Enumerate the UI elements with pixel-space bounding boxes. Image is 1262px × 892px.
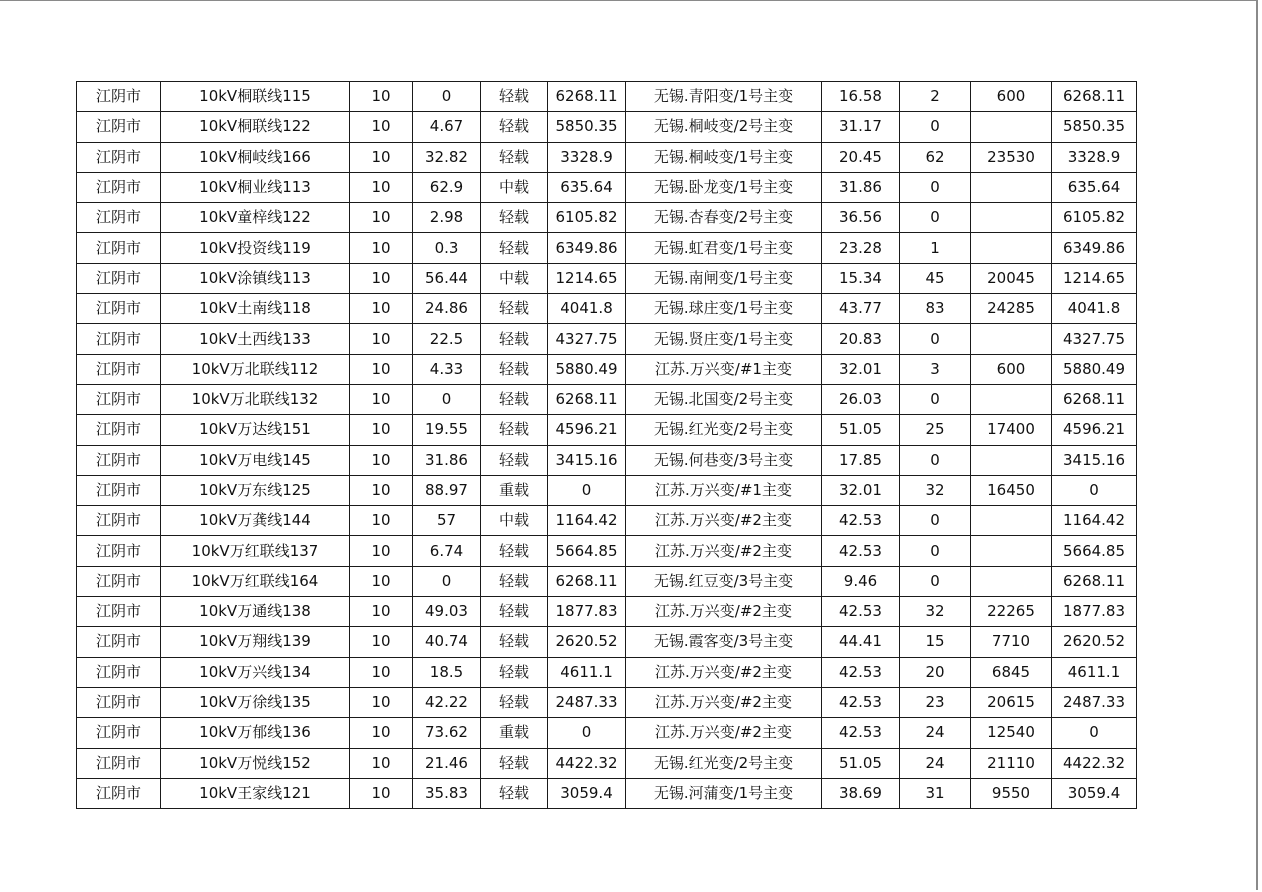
transformer-load-cell: 42.53 (822, 536, 900, 566)
capacity-cell: 6268.11 (548, 566, 626, 596)
capacity-cell: 3328.9 (548, 142, 626, 172)
load-status-cell: 轻载 (481, 778, 548, 808)
city-cell: 江阴市 (77, 142, 161, 172)
voltage-cell: 10 (350, 354, 413, 384)
load-status-cell: 中载 (481, 263, 548, 293)
transformer-cell: 无锡.南闸变/1号主变 (626, 263, 822, 293)
city-cell: 江阴市 (77, 112, 161, 142)
city-cell: 江阴市 (77, 597, 161, 627)
transformer-cell: 无锡.桐岐变/2号主变 (626, 112, 822, 142)
transformer-cell: 江苏.万兴变/#1主变 (626, 475, 822, 505)
table-row (77, 233, 1137, 263)
voltage-cell: 10 (350, 475, 413, 505)
user-capacity-cell (971, 506, 1052, 536)
user-capacity-cell: 12540 (971, 718, 1052, 748)
city-cell: 江阴市 (77, 536, 161, 566)
table-row (77, 687, 1137, 717)
line-name-cell: 10kV万红联线137 (161, 536, 350, 566)
line-name-cell: 10kV桐联线115 (161, 82, 350, 112)
transformer-cell: 无锡.红光变/2号主变 (626, 748, 822, 778)
user-capacity-cell: 9550 (971, 778, 1052, 808)
table-row (77, 718, 1137, 748)
line-name-cell: 10kV投资线119 (161, 233, 350, 263)
transformer-load-cell: 17.85 (822, 445, 900, 475)
capacity-cell: 3415.16 (548, 445, 626, 475)
voltage-cell: 10 (350, 415, 413, 445)
city-cell: 江阴市 (77, 566, 161, 596)
margin-cell: 1877.83 (1052, 597, 1137, 627)
margin-cell: 4041.8 (1052, 294, 1137, 324)
load-rate-cell: 73.62 (413, 718, 481, 748)
transformer-load-cell: 38.69 (822, 778, 900, 808)
load-status-cell: 轻载 (481, 597, 548, 627)
capacity-cell: 5664.85 (548, 536, 626, 566)
transformer-load-cell: 42.53 (822, 597, 900, 627)
count-cell: 32 (900, 475, 971, 505)
capacity-cell: 6268.11 (548, 82, 626, 112)
voltage-cell: 10 (350, 506, 413, 536)
line-name-cell: 10kV万电线145 (161, 445, 350, 475)
table-row (77, 263, 1137, 293)
load-rate-cell: 32.82 (413, 142, 481, 172)
load-status-cell: 轻载 (481, 566, 548, 596)
count-cell: 83 (900, 294, 971, 324)
table-row (77, 445, 1137, 475)
city-cell: 江阴市 (77, 627, 161, 657)
load-status-cell: 轻载 (481, 657, 548, 687)
city-cell: 江阴市 (77, 718, 161, 748)
city-cell: 江阴市 (77, 506, 161, 536)
transformer-cell: 无锡.贤庄变/1号主变 (626, 324, 822, 354)
feeder-load-table (76, 81, 1137, 809)
city-cell: 江阴市 (77, 233, 161, 263)
load-rate-cell: 40.74 (413, 627, 481, 657)
voltage-cell: 10 (350, 445, 413, 475)
margin-cell: 4327.75 (1052, 324, 1137, 354)
load-rate-cell: 0.3 (413, 233, 481, 263)
voltage-cell: 10 (350, 112, 413, 142)
table-row (77, 294, 1137, 324)
table-row (77, 172, 1137, 202)
load-rate-cell: 6.74 (413, 536, 481, 566)
count-cell: 32 (900, 597, 971, 627)
margin-cell: 5850.35 (1052, 112, 1137, 142)
load-status-cell: 轻载 (481, 748, 548, 778)
load-rate-cell: 22.5 (413, 324, 481, 354)
count-cell: 0 (900, 172, 971, 202)
load-rate-cell: 0 (413, 384, 481, 414)
user-capacity-cell: 16450 (971, 475, 1052, 505)
transformer-cell: 无锡.霞客变/3号主变 (626, 627, 822, 657)
count-cell: 15 (900, 627, 971, 657)
transformer-load-cell: 20.83 (822, 324, 900, 354)
user-capacity-cell: 21110 (971, 748, 1052, 778)
transformer-load-cell: 9.46 (822, 566, 900, 596)
margin-cell: 4596.21 (1052, 415, 1137, 445)
margin-cell: 6349.86 (1052, 233, 1137, 263)
margin-cell: 3415.16 (1052, 445, 1137, 475)
capacity-cell: 4327.75 (548, 324, 626, 354)
margin-cell: 4611.1 (1052, 657, 1137, 687)
margin-cell: 1164.42 (1052, 506, 1137, 536)
load-rate-cell: 18.5 (413, 657, 481, 687)
voltage-cell: 10 (350, 566, 413, 596)
load-status-cell: 轻载 (481, 415, 548, 445)
load-status-cell: 轻载 (481, 82, 548, 112)
line-name-cell: 10kV桐联线122 (161, 112, 350, 142)
voltage-cell: 10 (350, 203, 413, 233)
load-status-cell: 轻载 (481, 384, 548, 414)
capacity-cell: 6105.82 (548, 203, 626, 233)
count-cell: 31 (900, 778, 971, 808)
city-cell: 江阴市 (77, 657, 161, 687)
margin-cell: 2487.33 (1052, 687, 1137, 717)
table-row (77, 112, 1137, 142)
load-rate-cell: 57 (413, 506, 481, 536)
line-name-cell: 10kV土西线133 (161, 324, 350, 354)
user-capacity-cell: 20615 (971, 687, 1052, 717)
load-rate-cell: 56.44 (413, 263, 481, 293)
load-status-cell: 重载 (481, 718, 548, 748)
load-status-cell: 轻载 (481, 627, 548, 657)
load-status-cell: 轻载 (481, 354, 548, 384)
margin-cell: 635.64 (1052, 172, 1137, 202)
table-row (77, 324, 1137, 354)
user-capacity-cell: 23530 (971, 142, 1052, 172)
line-name-cell: 10kV王家线121 (161, 778, 350, 808)
city-cell: 江阴市 (77, 778, 161, 808)
margin-cell: 2620.52 (1052, 627, 1137, 657)
table-row (77, 506, 1137, 536)
line-name-cell: 10kV万通线138 (161, 597, 350, 627)
table-row (77, 82, 1137, 112)
transformer-load-cell: 32.01 (822, 354, 900, 384)
transformer-load-cell: 51.05 (822, 748, 900, 778)
margin-cell: 6268.11 (1052, 82, 1137, 112)
city-cell: 江阴市 (77, 445, 161, 475)
count-cell: 24 (900, 748, 971, 778)
load-status-cell: 轻载 (481, 687, 548, 717)
count-cell: 24 (900, 718, 971, 748)
user-capacity-cell (971, 536, 1052, 566)
load-status-cell: 轻载 (481, 142, 548, 172)
margin-cell: 4422.32 (1052, 748, 1137, 778)
capacity-cell: 0 (548, 475, 626, 505)
capacity-cell: 4596.21 (548, 415, 626, 445)
city-cell: 江阴市 (77, 415, 161, 445)
count-cell: 2 (900, 82, 971, 112)
capacity-cell: 4611.1 (548, 657, 626, 687)
margin-cell: 5880.49 (1052, 354, 1137, 384)
line-name-cell: 10kV桐岐线166 (161, 142, 350, 172)
load-status-cell: 轻载 (481, 233, 548, 263)
line-name-cell: 10kV万悦线152 (161, 748, 350, 778)
transformer-cell: 江苏.万兴变/#2主变 (626, 657, 822, 687)
transformer-cell: 江苏.万兴变/#2主变 (626, 687, 822, 717)
table-row (77, 748, 1137, 778)
user-capacity-cell (971, 172, 1052, 202)
transformer-load-cell: 31.17 (822, 112, 900, 142)
table-row (77, 415, 1137, 445)
margin-cell: 3328.9 (1052, 142, 1137, 172)
transformer-cell: 无锡.卧龙变/1号主变 (626, 172, 822, 202)
line-name-cell: 10kV万东线125 (161, 475, 350, 505)
load-rate-cell: 0 (413, 82, 481, 112)
transformer-load-cell: 16.58 (822, 82, 900, 112)
city-cell: 江阴市 (77, 748, 161, 778)
load-rate-cell: 2.98 (413, 203, 481, 233)
count-cell: 1 (900, 233, 971, 263)
count-cell: 0 (900, 203, 971, 233)
transformer-load-cell: 26.03 (822, 384, 900, 414)
count-cell: 0 (900, 445, 971, 475)
transformer-load-cell: 42.53 (822, 687, 900, 717)
margin-cell: 6268.11 (1052, 566, 1137, 596)
capacity-cell: 635.64 (548, 172, 626, 202)
user-capacity-cell (971, 203, 1052, 233)
transformer-load-cell: 42.53 (822, 718, 900, 748)
transformer-cell: 无锡.球庄变/1号主变 (626, 294, 822, 324)
voltage-cell: 10 (350, 718, 413, 748)
load-status-cell: 中载 (481, 506, 548, 536)
voltage-cell: 10 (350, 657, 413, 687)
line-name-cell: 10kV涂镇线113 (161, 263, 350, 293)
voltage-cell: 10 (350, 778, 413, 808)
load-status-cell: 轻载 (481, 536, 548, 566)
transformer-load-cell: 43.77 (822, 294, 900, 324)
line-name-cell: 10kV童梓线122 (161, 203, 350, 233)
user-capacity-cell: 24285 (971, 294, 1052, 324)
transformer-load-cell: 31.86 (822, 172, 900, 202)
capacity-cell: 1214.65 (548, 263, 626, 293)
load-status-cell: 轻载 (481, 445, 548, 475)
transformer-cell: 江苏.万兴变/#2主变 (626, 718, 822, 748)
load-rate-cell: 21.46 (413, 748, 481, 778)
line-name-cell: 10kV土南线118 (161, 294, 350, 324)
table-row (77, 384, 1137, 414)
transformer-cell: 江苏.万兴变/#2主变 (626, 506, 822, 536)
transformer-cell: 江苏.万兴变/#2主变 (626, 597, 822, 627)
user-capacity-cell: 17400 (971, 415, 1052, 445)
user-capacity-cell (971, 445, 1052, 475)
table-row (77, 657, 1137, 687)
line-name-cell: 10kV万翔线139 (161, 627, 350, 657)
city-cell: 江阴市 (77, 203, 161, 233)
user-capacity-cell: 22265 (971, 597, 1052, 627)
voltage-cell: 10 (350, 627, 413, 657)
load-rate-cell: 62.9 (413, 172, 481, 202)
line-name-cell: 10kV万红联线164 (161, 566, 350, 596)
load-rate-cell: 4.33 (413, 354, 481, 384)
count-cell: 25 (900, 415, 971, 445)
table-row (77, 778, 1137, 808)
load-rate-cell: 4.67 (413, 112, 481, 142)
voltage-cell: 10 (350, 82, 413, 112)
city-cell: 江阴市 (77, 294, 161, 324)
capacity-cell: 4422.32 (548, 748, 626, 778)
load-status-cell: 中载 (481, 172, 548, 202)
load-status-cell: 重载 (481, 475, 548, 505)
transformer-load-cell: 42.53 (822, 506, 900, 536)
line-name-cell: 10kV万郁线136 (161, 718, 350, 748)
count-cell: 0 (900, 112, 971, 142)
count-cell: 0 (900, 384, 971, 414)
table-row (77, 142, 1137, 172)
voltage-cell: 10 (350, 536, 413, 566)
user-capacity-cell: 20045 (971, 263, 1052, 293)
voltage-cell: 10 (350, 687, 413, 717)
voltage-cell: 10 (350, 384, 413, 414)
load-rate-cell: 49.03 (413, 597, 481, 627)
line-name-cell: 10kV万北联线132 (161, 384, 350, 414)
transformer-cell: 无锡.北国变/2号主变 (626, 384, 822, 414)
transformer-cell: 无锡.河蒲变/1号主变 (626, 778, 822, 808)
city-cell: 江阴市 (77, 384, 161, 414)
transformer-load-cell: 15.34 (822, 263, 900, 293)
count-cell: 0 (900, 566, 971, 596)
transformer-cell: 无锡.红豆变/3号主变 (626, 566, 822, 596)
capacity-cell: 5850.35 (548, 112, 626, 142)
load-status-cell: 轻载 (481, 112, 548, 142)
transformer-load-cell: 51.05 (822, 415, 900, 445)
load-rate-cell: 19.55 (413, 415, 481, 445)
line-name-cell: 10kV万徐线135 (161, 687, 350, 717)
user-capacity-cell: 600 (971, 354, 1052, 384)
user-capacity-cell (971, 112, 1052, 142)
load-rate-cell: 31.86 (413, 445, 481, 475)
load-status-cell: 轻载 (481, 294, 548, 324)
table-row (77, 536, 1137, 566)
table-row (77, 627, 1137, 657)
transformer-load-cell: 42.53 (822, 657, 900, 687)
margin-cell: 0 (1052, 475, 1137, 505)
count-cell: 0 (900, 324, 971, 354)
transformer-load-cell: 32.01 (822, 475, 900, 505)
transformer-cell: 无锡.虹君变/1号主变 (626, 233, 822, 263)
capacity-cell: 5880.49 (548, 354, 626, 384)
transformer-cell: 无锡.何巷变/3号主变 (626, 445, 822, 475)
load-rate-cell: 35.83 (413, 778, 481, 808)
user-capacity-cell (971, 566, 1052, 596)
count-cell: 23 (900, 687, 971, 717)
city-cell: 江阴市 (77, 354, 161, 384)
voltage-cell: 10 (350, 233, 413, 263)
user-capacity-cell: 7710 (971, 627, 1052, 657)
voltage-cell: 10 (350, 142, 413, 172)
voltage-cell: 10 (350, 294, 413, 324)
line-name-cell: 10kV万兴线134 (161, 657, 350, 687)
count-cell: 45 (900, 263, 971, 293)
city-cell: 江阴市 (77, 324, 161, 354)
user-capacity-cell (971, 384, 1052, 414)
user-capacity-cell (971, 233, 1052, 263)
table-row (77, 597, 1137, 627)
capacity-cell: 0 (548, 718, 626, 748)
transformer-load-cell: 23.28 (822, 233, 900, 263)
transformer-cell: 无锡.桐岐变/1号主变 (626, 142, 822, 172)
line-name-cell: 10kV万北联线112 (161, 354, 350, 384)
load-status-cell: 轻载 (481, 203, 548, 233)
transformer-cell: 无锡.红光变/2号主变 (626, 415, 822, 445)
margin-cell: 3059.4 (1052, 778, 1137, 808)
city-cell: 江阴市 (77, 172, 161, 202)
table-body (77, 82, 1137, 809)
margin-cell: 5664.85 (1052, 536, 1137, 566)
margin-cell: 1214.65 (1052, 263, 1137, 293)
transformer-load-cell: 20.45 (822, 142, 900, 172)
city-cell: 江阴市 (77, 687, 161, 717)
margin-cell: 6105.82 (1052, 203, 1137, 233)
load-rate-cell: 42.22 (413, 687, 481, 717)
transformer-load-cell: 44.41 (822, 627, 900, 657)
voltage-cell: 10 (350, 748, 413, 778)
capacity-cell: 1164.42 (548, 506, 626, 536)
city-cell: 江阴市 (77, 263, 161, 293)
voltage-cell: 10 (350, 324, 413, 354)
count-cell: 3 (900, 354, 971, 384)
load-rate-cell: 0 (413, 566, 481, 596)
capacity-cell: 2487.33 (548, 687, 626, 717)
capacity-cell: 1877.83 (548, 597, 626, 627)
transformer-load-cell: 36.56 (822, 203, 900, 233)
table-row (77, 354, 1137, 384)
capacity-cell: 6349.86 (548, 233, 626, 263)
transformer-cell: 江苏.万兴变/#2主变 (626, 536, 822, 566)
transformer-cell: 江苏.万兴变/#1主变 (626, 354, 822, 384)
table-row (77, 475, 1137, 505)
table-row (77, 203, 1137, 233)
margin-cell: 0 (1052, 718, 1137, 748)
load-rate-cell: 88.97 (413, 475, 481, 505)
line-name-cell: 10kV万龚线144 (161, 506, 350, 536)
count-cell: 62 (900, 142, 971, 172)
voltage-cell: 10 (350, 172, 413, 202)
user-capacity-cell: 600 (971, 82, 1052, 112)
capacity-cell: 4041.8 (548, 294, 626, 324)
capacity-cell: 3059.4 (548, 778, 626, 808)
voltage-cell: 10 (350, 597, 413, 627)
user-capacity-cell (971, 324, 1052, 354)
city-cell: 江阴市 (77, 82, 161, 112)
capacity-cell: 6268.11 (548, 384, 626, 414)
transformer-cell: 无锡.杏春变/2号主变 (626, 203, 822, 233)
load-rate-cell: 24.86 (413, 294, 481, 324)
city-cell: 江阴市 (77, 475, 161, 505)
line-name-cell: 10kV桐业线113 (161, 172, 350, 202)
table-row (77, 566, 1137, 596)
count-cell: 0 (900, 506, 971, 536)
capacity-cell: 2620.52 (548, 627, 626, 657)
user-capacity-cell: 6845 (971, 657, 1052, 687)
count-cell: 0 (900, 536, 971, 566)
load-status-cell: 轻载 (481, 324, 548, 354)
line-name-cell: 10kV万达线151 (161, 415, 350, 445)
margin-cell: 6268.11 (1052, 384, 1137, 414)
voltage-cell: 10 (350, 263, 413, 293)
count-cell: 20 (900, 657, 971, 687)
transformer-cell: 无锡.青阳变/1号主变 (626, 82, 822, 112)
